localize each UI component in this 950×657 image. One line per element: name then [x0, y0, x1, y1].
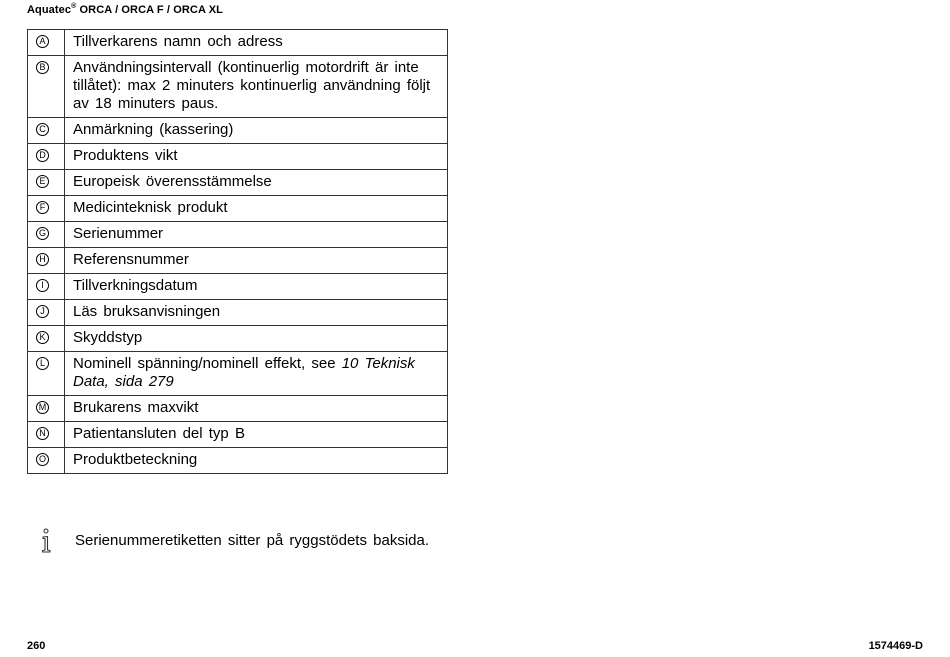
legend-row: [28, 118, 448, 144]
registered-mark: ®: [71, 3, 77, 10]
legend-description-cell: [65, 248, 448, 274]
circled-letter-icon: H: [36, 253, 49, 266]
document-id: 1574469-D: [868, 640, 923, 652]
legend-description: Brukarens maxvikt: [73, 399, 199, 416]
legend-description: Produktens vikt: [73, 147, 178, 164]
legend-table-body: [28, 30, 448, 474]
legend-description: Serienummer: [73, 225, 164, 242]
legend-symbol-cell: [28, 274, 65, 300]
running-header: [27, 4, 223, 16]
legend-description-cell: [65, 448, 448, 474]
legend-description: Anmärkning (kassering): [73, 121, 234, 138]
page-number: 260: [27, 640, 46, 652]
circled-letter-icon: O: [36, 453, 49, 466]
legend-row: [28, 274, 448, 300]
legend-description: Nominell spänning/nominell effekt, see: [73, 355, 342, 372]
legend-symbol-cell: [28, 144, 65, 170]
legend-description-cell: [65, 196, 448, 222]
legend-description-cell: [65, 396, 448, 422]
legend-row: [28, 56, 448, 118]
note-text: Serienummeretiketten sitter på ryggstödets baksida.: [75, 532, 430, 549]
legend-row: [28, 222, 448, 248]
legend-symbol-cell: [28, 326, 65, 352]
legend-description-cell: [65, 422, 448, 448]
legend-description-cell: [65, 222, 448, 248]
legend-description: Referensnummer: [73, 251, 189, 268]
circled-letter-icon: E: [36, 175, 49, 188]
legend-row: [28, 300, 448, 326]
legend-description-cell: [65, 144, 448, 170]
legend-description: Läs bruksanvisningen: [73, 303, 221, 320]
legend-description: Tillverkningsdatum: [73, 277, 198, 294]
legend-row: [28, 170, 448, 196]
circled-letter-icon: I: [36, 279, 49, 292]
legend-row: [28, 422, 448, 448]
legend-row: [28, 248, 448, 274]
legend-row: [28, 144, 448, 170]
legend-symbol-cell: [28, 300, 65, 326]
circled-letter-icon: D: [36, 149, 49, 162]
circled-letter-icon: M: [36, 401, 49, 414]
circled-letter-icon: C: [36, 123, 49, 136]
legend-row: [28, 30, 448, 56]
legend-symbol-cell: [28, 222, 65, 248]
legend-description-cell: [65, 170, 448, 196]
model-names: ORCA / ORCA F / ORCA XL: [76, 4, 223, 16]
legend-symbol-cell: [28, 118, 65, 144]
legend-symbol-cell: [28, 396, 65, 422]
circled-letter-icon: G: [36, 227, 49, 240]
legend-row: [28, 196, 448, 222]
cross-reference-link[interactable]: 10 Teknisk Data, sida 279: [73, 355, 415, 390]
legend-symbol-cell: [28, 248, 65, 274]
legend-symbol-cell: [28, 196, 65, 222]
legend-description: Tillverkarens namn och adress: [73, 33, 283, 50]
circled-letter-icon: J: [36, 305, 49, 318]
circled-letter-icon: N: [36, 427, 49, 440]
legend-description-cell: [65, 352, 448, 396]
legend-symbol-cell: [28, 170, 65, 196]
info-note: [40, 528, 430, 554]
legend-symbol-cell: [28, 448, 65, 474]
legend-description-cell: [65, 30, 448, 56]
legend-description: Europeisk överensstämmelse: [73, 173, 272, 190]
legend-symbol-cell: [28, 30, 65, 56]
legend-description-cell: [65, 326, 448, 352]
legend-symbol-cell: [28, 422, 65, 448]
info-icon: [40, 528, 54, 554]
brand-name: Aquatec: [27, 4, 72, 16]
legend-description: Medicinteknisk produkt: [73, 199, 228, 216]
legend-description: Patientansluten del typ B: [73, 425, 245, 442]
legend-description-cell: [65, 274, 448, 300]
legend-description-cell: [65, 56, 448, 118]
legend-description-cell: [65, 118, 448, 144]
circled-letter-icon: B: [36, 61, 49, 74]
label-legend-table: [27, 29, 448, 474]
legend-symbol-cell: [28, 352, 65, 396]
legend-row: [28, 326, 448, 352]
circled-letter-icon: A: [36, 35, 49, 48]
legend-row: [28, 396, 448, 422]
circled-letter-icon: L: [36, 357, 49, 370]
legend-row: [28, 352, 448, 396]
legend-row: [28, 448, 448, 474]
legend-description: Skyddstyp: [73, 329, 143, 346]
circled-letter-icon: K: [36, 331, 49, 344]
circled-letter-icon: F: [36, 201, 49, 214]
legend-description-cell: [65, 300, 448, 326]
legend-symbol-cell: [28, 56, 65, 118]
legend-description: Produktbeteckning: [73, 451, 198, 468]
legend-description: Användningsintervall (kontinuerlig motordrift är inte tillåtet): max 2 minuters kontinuerlig användning följt av 18 minuters paus.: [73, 59, 431, 112]
